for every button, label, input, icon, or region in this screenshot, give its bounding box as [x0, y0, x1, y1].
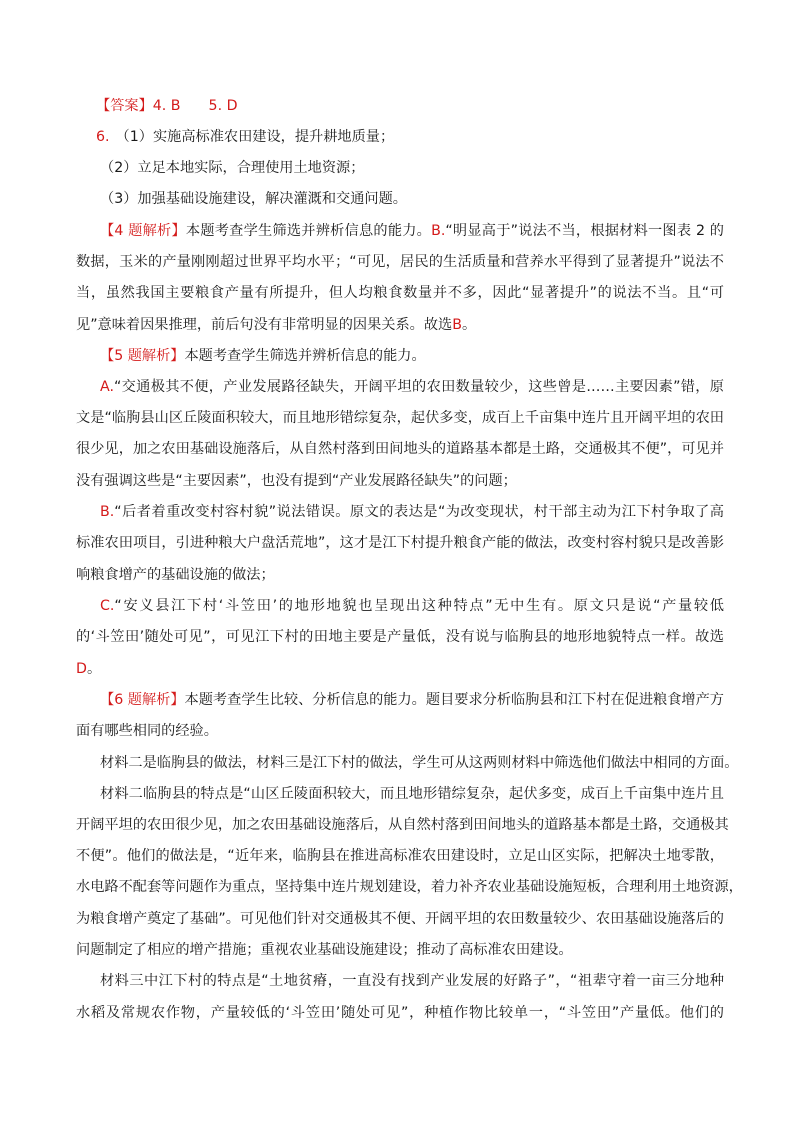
option-b-label: B. — [100, 504, 115, 520]
analysis-6-line-10: 材料三中江下村的特点是“土地贫瘠，一直没有找到产业发展的好路子”，“祖辈守着一亩三分地种 — [100, 973, 724, 989]
answer-label: 【答案】 — [96, 98, 153, 114]
option-a-text-1: “交通极其不便，产业发展路径缺失，开阔平坦的农田数量较少，这些曾是……主要因素”错，原 — [113, 379, 724, 395]
analysis-4-line-2: 数据，玉米的产量刚刚超过世界平均水平；“可见，居民的生活质量和营养水平得到了显著提升”说法不 — [76, 254, 724, 270]
analysis-5-final-choice: D — [76, 661, 87, 677]
analysis-5-a-line-2: 文是“临朐县山区丘陵面积较大，而且地形错综复杂，起伏多变，成百上千亩集中连片且开阔平坦的农田 — [76, 410, 724, 426]
q6-number: 6. — [96, 129, 110, 145]
analysis-4-text-1: “明显高于”说法不当，根据材料一图表 2 的 — [445, 223, 724, 239]
q6-point-2: （2）立足本地实际，合理使用土地资源； — [100, 160, 365, 176]
answer-item-4: 4. B — [152, 98, 181, 114]
analysis-5-b-line-1 — [100, 503, 724, 521]
analysis-5-a-line-1 — [100, 378, 724, 396]
option-b-text-1: “后者着重改变村容村貌”说法错误。原文的表达是“为改变现状，村干部主动为江下村争取了高 — [114, 504, 724, 520]
analysis-4-intro: 本题考查学生筛选并辨析信息的能力。 — [185, 223, 432, 239]
answer-item-5: 5. D — [208, 98, 238, 114]
q6-point-1 — [96, 128, 394, 146]
analysis-5-c-line-3 — [76, 660, 101, 678]
option-c-text-1: “安义县江下村‘斗笠田’的地形地貌也呈现出这种特点”无中生有。原文只是说“产量较低 — [114, 598, 724, 614]
analysis-6-line-5: 开阔平坦的农田很少见，加之农田基础设施落后，从自然村落到田间地头的道路基本都是土路，交通极其 — [76, 817, 729, 833]
analysis-5-b-line-3: 响粮食增产的基础设施的做法； — [76, 567, 275, 583]
analysis-6-line-2: 面有哪些相同的经验。 — [76, 723, 218, 739]
analysis-6-line-3: 材料二是临朐县的做法，材料三是江下村的做法，学生可从这两则材料中筛选他们做法中相同的方面。 — [100, 755, 739, 771]
analysis-6-line-9: 问题制定了相应的增产措施；重视农业基础设施建设；推动了高标准农田建设。 — [76, 942, 573, 958]
analysis-6-line-7: 水电路不配套等问题作为重点，坚持集中连片规划建设，着力补齐农业基础设施短板，合理利用土地资源， — [76, 879, 743, 895]
option-a-label: A. — [100, 379, 114, 395]
analysis-4-end: 。 — [461, 317, 477, 333]
analysis-6-line-6: 不便”。他们的做法是，“近年来，临朐县在推进高标准农田建设时，立足山区实际，把解决土地零散， — [76, 848, 724, 864]
analysis-6-line-4: 材料二临朐县的特点是“山区丘陵面积较大，而且地形错综复杂，起伏多变，成百上千亩集中连片且 — [100, 786, 724, 802]
analysis-4-option-b: B. — [431, 223, 446, 239]
analysis-4-tag: 【4 题解析】 — [100, 223, 186, 239]
analysis-5-header — [100, 347, 426, 365]
analysis-5-end: 。 — [86, 661, 102, 677]
analysis-6-line-11: 水稻及常规农作物，产量较低的‘斗笠田’随处可见”，种植作物比较单一，“斗笠田”产量低。他们的 — [76, 1005, 724, 1021]
analysis-4-final-choice: B — [452, 317, 462, 333]
analysis-4-text-4: 见”意味着因果推理，前后句没有非常明显的因果关系。故选 — [76, 317, 453, 333]
analysis-5-intro: 本题考查学生筛选并辨析信息的能力。 — [184, 348, 426, 364]
analysis-5-b-line-2: 标准农田项目，引进种粮大户盘活荒地”，这才是江下村提升粮食产能的做法，改变村容村貌只是改善影 — [76, 535, 724, 551]
q6-point-3: （3）加强基础设施建设，解决灌溉和交通问题。 — [100, 191, 407, 207]
analysis-5-a-line-3: 很少见，加之农田基础设施落后，从自然村落到田间地头的道路基本都是土路，交通极其不便”，可见并 — [76, 441, 724, 457]
answer-line — [96, 97, 238, 115]
analysis-6-text-1: 本题考查学生比较、分析信息的能力。题目要求分析临朐县和江下村在促进粮食增产方 — [184, 692, 724, 708]
analysis-4-line-1 — [100, 222, 724, 240]
analysis-4-line-4 — [76, 316, 476, 334]
analysis-6-line-1 — [100, 691, 724, 709]
analysis-6-tag: 【6 题解析】 — [100, 692, 185, 708]
analysis-5-a-line-4: 没有强调这些是“主要因素”，也没有提到“产业发展路径缺失”的问题； — [76, 473, 517, 489]
analysis-5-tag: 【5 题解析】 — [100, 348, 185, 364]
analysis-5-c-line-1 — [100, 597, 724, 615]
analysis-4-line-3: 当，虽然我国主要粮食产量有所提升，但人均粮食数量并不多，因此“显著提升”的说法不当。且“可 — [76, 285, 724, 301]
analysis-5-c-line-2: 的‘斗笠田’随处可见”，可见江下村的田地主要是产量低，没有说与临朐县的地形地貌特点一样。故选 — [76, 629, 724, 645]
option-c-label: C. — [100, 598, 115, 614]
q6-point-1-text: （1）实施高标准农田建设，提升耕地质量； — [115, 129, 395, 145]
analysis-6-line-8: 为粮食增产奠定了基础”。可见他们针对交通极其不便、开阔平坦的农田数量较少、农田基础设施落后的 — [76, 911, 724, 927]
